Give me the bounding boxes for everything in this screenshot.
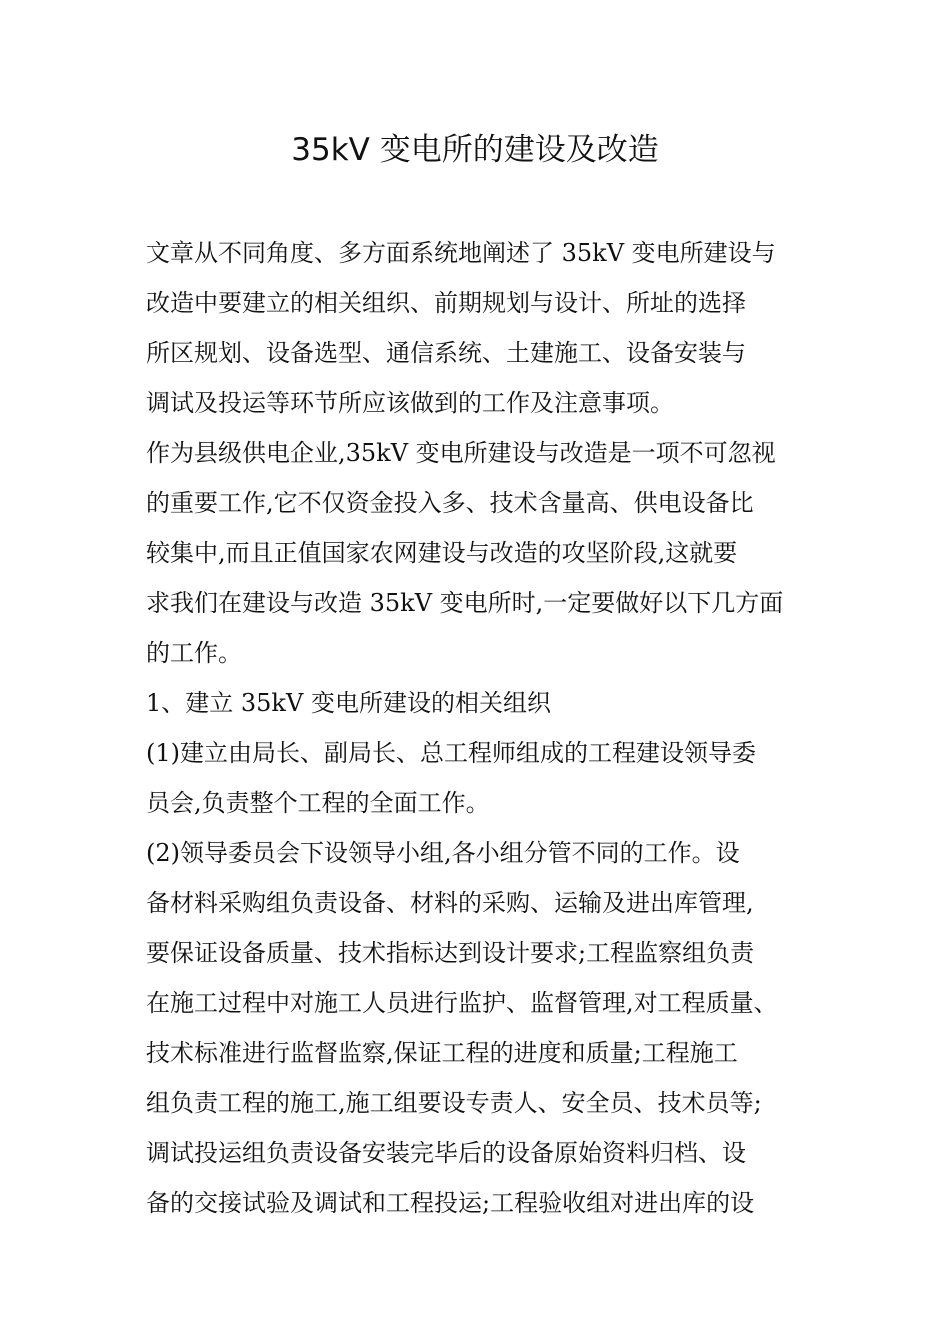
body-line: 员会,负责整个工程的全面工作。 — [146, 789, 490, 817]
body-line: 要保证设备质量、技术指标达到设计要求;工程监察组负责 — [146, 939, 755, 967]
body-line: 的重要工作,它不仅资金投入多、技术含量高、供电设备比 — [146, 489, 754, 517]
body-line: 作为县级供电企业,35kV 变电所建设与改造是一项不可忽视 — [146, 439, 776, 467]
body-line: 的工作。 — [146, 639, 242, 667]
body-line: 技术标准进行监督监察,保证工程的进度和质量;工程施工 — [146, 1039, 738, 1067]
body-line: 求我们在建设与改造 35kV 变电所时,一定要做好以下几方面 — [146, 589, 784, 617]
body-line: 较集中,而且正值国家农网建设与改造的攻坚阶段,这就要 — [146, 539, 738, 567]
body-line: 调试投运组负责设备安装完毕后的设备原始资料归档、设 — [146, 1139, 746, 1167]
body-line: 改造中要建立的相关组织、前期规划与设计、所址的选择 — [146, 289, 746, 317]
document-title: 35kV 变电所的建设及改造 — [291, 132, 659, 168]
body-line: 所区规划、设备选型、通信系统、土建施工、设备安装与 — [146, 339, 746, 367]
body-line: 组负责工程的施工,施工组要设专责人、安全员、技术员等; — [146, 1089, 762, 1117]
body-line: (2)领导委员会下设领导小组,各小组分管不同的工作。设 — [146, 839, 740, 867]
body-line: 在施工过程中对施工人员进行监护、监督管理,对工程质量、 — [146, 989, 778, 1017]
body-line: (1)建立由局长、副局长、总工程师组成的工程建设领导委 — [146, 739, 756, 767]
body-line: 备的交接试验及调试和工程投运;工程验收组对进出库的设 — [146, 1189, 755, 1217]
body-line: 文章从不同角度、多方面系统地阐述了 35kV 变电所建设与 — [146, 239, 776, 267]
body-line: 调试及投运等环节所应该做到的工作及注意事项。 — [146, 389, 674, 417]
section-heading: 1、建立 35kV 变电所建设的相关组织 — [146, 689, 551, 717]
document-body — [146, 228, 810, 1228]
body-line: 备材料采购组负责设备、材料的采购、运输及进出库管理, — [146, 889, 754, 917]
